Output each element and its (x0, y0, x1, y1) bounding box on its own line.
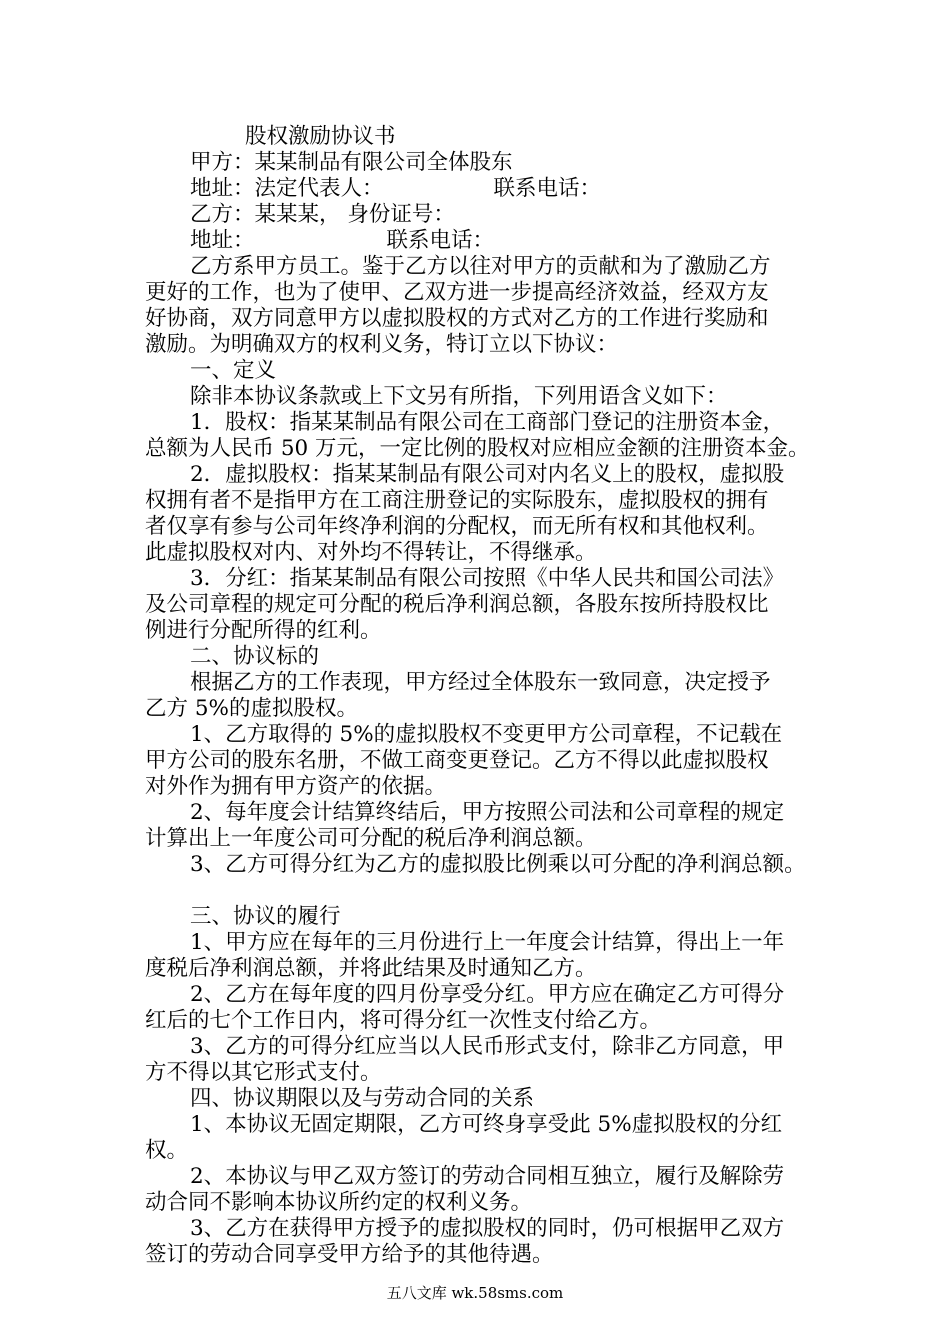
body-line: 1、乙方取得的 5%的虚拟股权不变更甲方公司章程，不记载在 (190, 722, 783, 747)
body-line: 1、本协议无固定期限，乙方可终身享受此 5%虚拟股权的分红 (190, 1112, 783, 1137)
section-heading: 三、协议的履行 (190, 904, 341, 929)
body-line: 2、每年度会计结算终结后，甲方按照公司法和公司章程的规定 (190, 800, 785, 825)
body-line: 3、乙方在获得甲方授予的虚拟股权的同时，仍可根据甲乙双方 (190, 1216, 785, 1241)
body-line: 激励。为明确双方的权利义务，特订立以下协议： (145, 332, 619, 357)
party-a-line: 甲方：某某制品有限公司全体股东 (190, 150, 513, 175)
body-line: 甲方公司的股东名册，不做工商变更登记。乙方不得以此虚拟股权 (145, 748, 769, 773)
body-line: 此虚拟股权对内、对外均不得转让，不得继承。 (145, 540, 597, 565)
body-line: 红后的七个工作日内，将可得分红一次性支付给乙方。 (145, 1008, 662, 1033)
section-heading: 一、定义 (190, 358, 277, 383)
party-a-address-line (190, 176, 601, 202)
body-line: 例进行分配所得的红利。 (145, 618, 382, 643)
body-line: 2．虚拟股权：指某某制品有限公司对内名义上的股权，虚拟股 (190, 462, 785, 487)
body-line: 根据乙方的工作表现，甲方经过全体股东一致同意，决定授予 (190, 670, 771, 695)
body-line: 3．分红：指某某制品有限公司按照《中华人民共和国公司法》 (190, 566, 785, 591)
party-b-phone-label: 联系电话： (386, 228, 495, 253)
body-line: 对外作为拥有甲方资产的依据。 (145, 774, 447, 799)
body-line: 3、乙方的可得分红应当以人民币形式支付，除非乙方同意，甲 (190, 1034, 785, 1059)
body-line: 乙方 5%的虚拟股权。 (145, 696, 358, 721)
body-line: 签订的劳动合同享受甲方给予的其他待遇。 (145, 1242, 554, 1267)
body-line: 动合同不影响本协议所约定的权利义务。 (145, 1190, 533, 1215)
body-line: 乙方系甲方员工。鉴于乙方以往对甲方的贡献和为了激励乙方 (190, 254, 771, 279)
page-footer: 五八文库 wk.58sms.com (386, 1284, 564, 1302)
party-b-address-label: 地址： (190, 228, 255, 253)
body-line: 1．股权：指某某制品有限公司在工商部门登记的注册资本金， (190, 410, 785, 435)
body-line: 更好的工作，也为了使甲、乙双方进一步提高经济效益，经双方友 (145, 280, 769, 305)
section-heading: 四、协议期限以及与劳动合同的关系 (190, 1086, 535, 1111)
body-line: 3、乙方可得分红为乙方的虚拟股比例乘以可分配的净利润总额。 (190, 852, 806, 877)
body-line: 方不得以其它形式支付。 (145, 1060, 382, 1085)
body-line: 权拥有者不是指甲方在工商注册登记的实际股东，虚拟股权的拥有 (145, 488, 769, 513)
body-line: 2、本协议与甲乙双方签订的劳动合同相互独立，履行及解除劳 (190, 1164, 785, 1189)
body-line: 度税后净利润总额，并将此结果及时通知乙方。 (145, 956, 597, 981)
section-heading: 二、协议标的 (190, 644, 320, 669)
party-a-address-label: 地址：法定代表人： (190, 176, 384, 201)
document-title: 股权激励协议书 (245, 124, 396, 149)
party-b-line: 乙方：某某某， 身份证号： (190, 202, 455, 227)
body-line: 除非本协议条款或上下文另有所指，下列用语含义如下： (190, 384, 728, 409)
body-line: 总额为人民币 50 万元，一定比例的股权对应相应金额的注册资本金。 (145, 436, 810, 461)
body-line: 及公司章程的规定可分配的税后净利润总额，各股东按所持股权比 (145, 592, 769, 617)
body-line: 权。 (145, 1138, 189, 1163)
body-line: 者仅享有参与公司年终净利润的分配权，而无所有权和其他权利。 (145, 514, 769, 539)
body-line: 1、甲方应在每年的三月份进行上一年度会计结算，得出上一年 (190, 930, 785, 955)
body-line: 计算出上一年度公司可分配的税后净利润总额。 (145, 826, 597, 851)
body-line: 2、乙方在每年度的四月份享受分红。甲方应在确定乙方可得分 (190, 982, 785, 1007)
party-a-phone-label: 联系电话： (493, 176, 602, 201)
body-line: 好协商，双方同意甲方以虚拟股权的方式对乙方的工作进行奖励和 (145, 306, 769, 331)
party-b-address-line (190, 228, 494, 254)
